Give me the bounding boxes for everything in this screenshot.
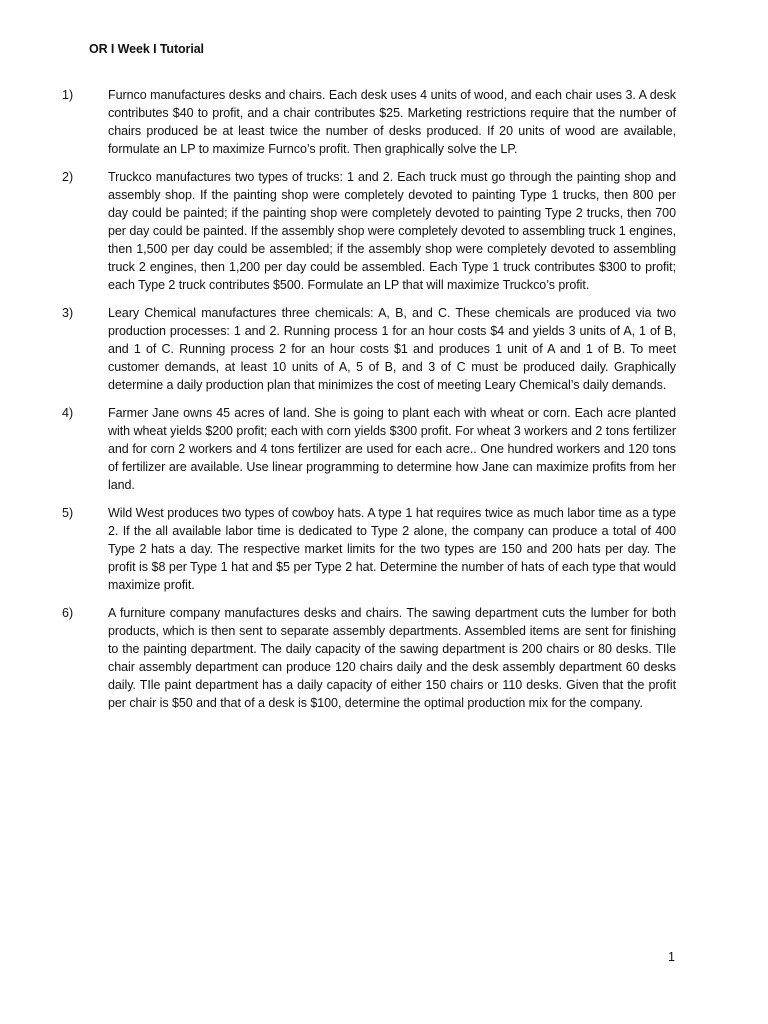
question-1	[62, 86, 676, 158]
question-number: 4)	[62, 406, 74, 420]
question-4	[62, 404, 676, 494]
question-number: 1)	[62, 88, 74, 102]
question-2	[62, 168, 676, 294]
question-text: Wild West produces two types of cowboy hats. A type 1 hat requires twice as much labor time as a type 2. If the all available labor time is dedicated to Type 2 alone, the company can produce a total of 400 Type 2 hats a day. The respective market limits for the two types are 150 and 200 hats per day. The profit is $8 per Type 1 hat and $5 per Type 2 hat. Determine the number of hats of each type that would maximize profit.	[108, 506, 676, 592]
question-5	[62, 504, 676, 594]
question-number: 5)	[62, 506, 74, 520]
question-6	[62, 604, 676, 712]
question-text: Leary Chemical manufactures three chemicals: A, B, and C. These chemicals are produced via two production processes: 1 and 2. Running process 1 for an hour costs $4 and yields 3 units of A, 1 of B, and 1 of C. Running process 2 for an hour costs $1 and produces 1 unit of A and 1 of B. To meet customer demands, at least 10 units of A, 5 of B, and 3 of C must be produced daily. Graphically determine a daily production plan that minimizes the cost of meeting Leary Chemical’s daily demands.	[108, 306, 676, 392]
question-number: 3)	[62, 306, 74, 320]
question-text: Farmer Jane owns 45 acres of land. She is going to plant each with wheat or corn. Each acre planted with wheat yields $200 profit; each with corn yields $300 profit. For wheat 3 workers and 2 tons fertilizer and for corn 2 workers and 4 tons fertilizer are used for each acre.. One hundred workers and 120 tons of fertilizer are available. Use linear programming to determine how Jane can maximize profits from her land.	[108, 406, 676, 492]
question-number: 2)	[62, 170, 74, 184]
question-number: 6)	[62, 606, 74, 620]
question-text: A furniture company manufactures desks and chairs. The sawing department cuts the lumber for both products, which is then sent to separate assembly departments. Assembled items are sent for finishing to the painting department. The daily capacity of the sawing department is 200 chairs or 80 desks. TIle chair assembly department can produce 120 chairs daily and the desk assembly department 60 desks daily. TIle paint department has a daily capacity of either 150 chairs or 110 desks. Given that the profit per chair is $50 and that of a desk is $100, determine the optimal production mix for the company.	[108, 606, 676, 710]
question-text: Furnco manufactures desks and chairs. Each desk uses 4 units of wood, and each chair uses 3. A desk contributes $40 to profit, and a chair contributes $25. Marketing restrictions require that the number of chairs produced be at least twice the number of desks produced. If 20 units of wood are available, formulate an LP to maximize Furnco’s profit. Then graphically solve the LP.	[108, 88, 676, 156]
page-title: OR I Week I Tutorial	[89, 42, 204, 56]
question-text: Truckco manufactures two types of trucks: 1 and 2. Each truck must go through the painting shop and assembly shop. If the painting shop were completely devoted to painting Type 1 trucks, then 800 per day could be painted; if the painting shop were completely devoted to painting Type 2 trucks, then 700 per day could be painted. If the assembly shop were completely devoted to assembling truck 1 engines, then 1,500 per day could be assembled; if the assembly shop were completely devoted to assembling truck 2 engines, then 1,200 per day could be assembled. Each Type 1 truck contributes $300 to profit; each Type 2 truck contributes $500. Formulate an LP that will maximize Truckco’s profit.	[108, 170, 676, 292]
question-3	[62, 304, 676, 394]
page-number: 1	[668, 950, 675, 964]
question-list	[62, 86, 676, 722]
